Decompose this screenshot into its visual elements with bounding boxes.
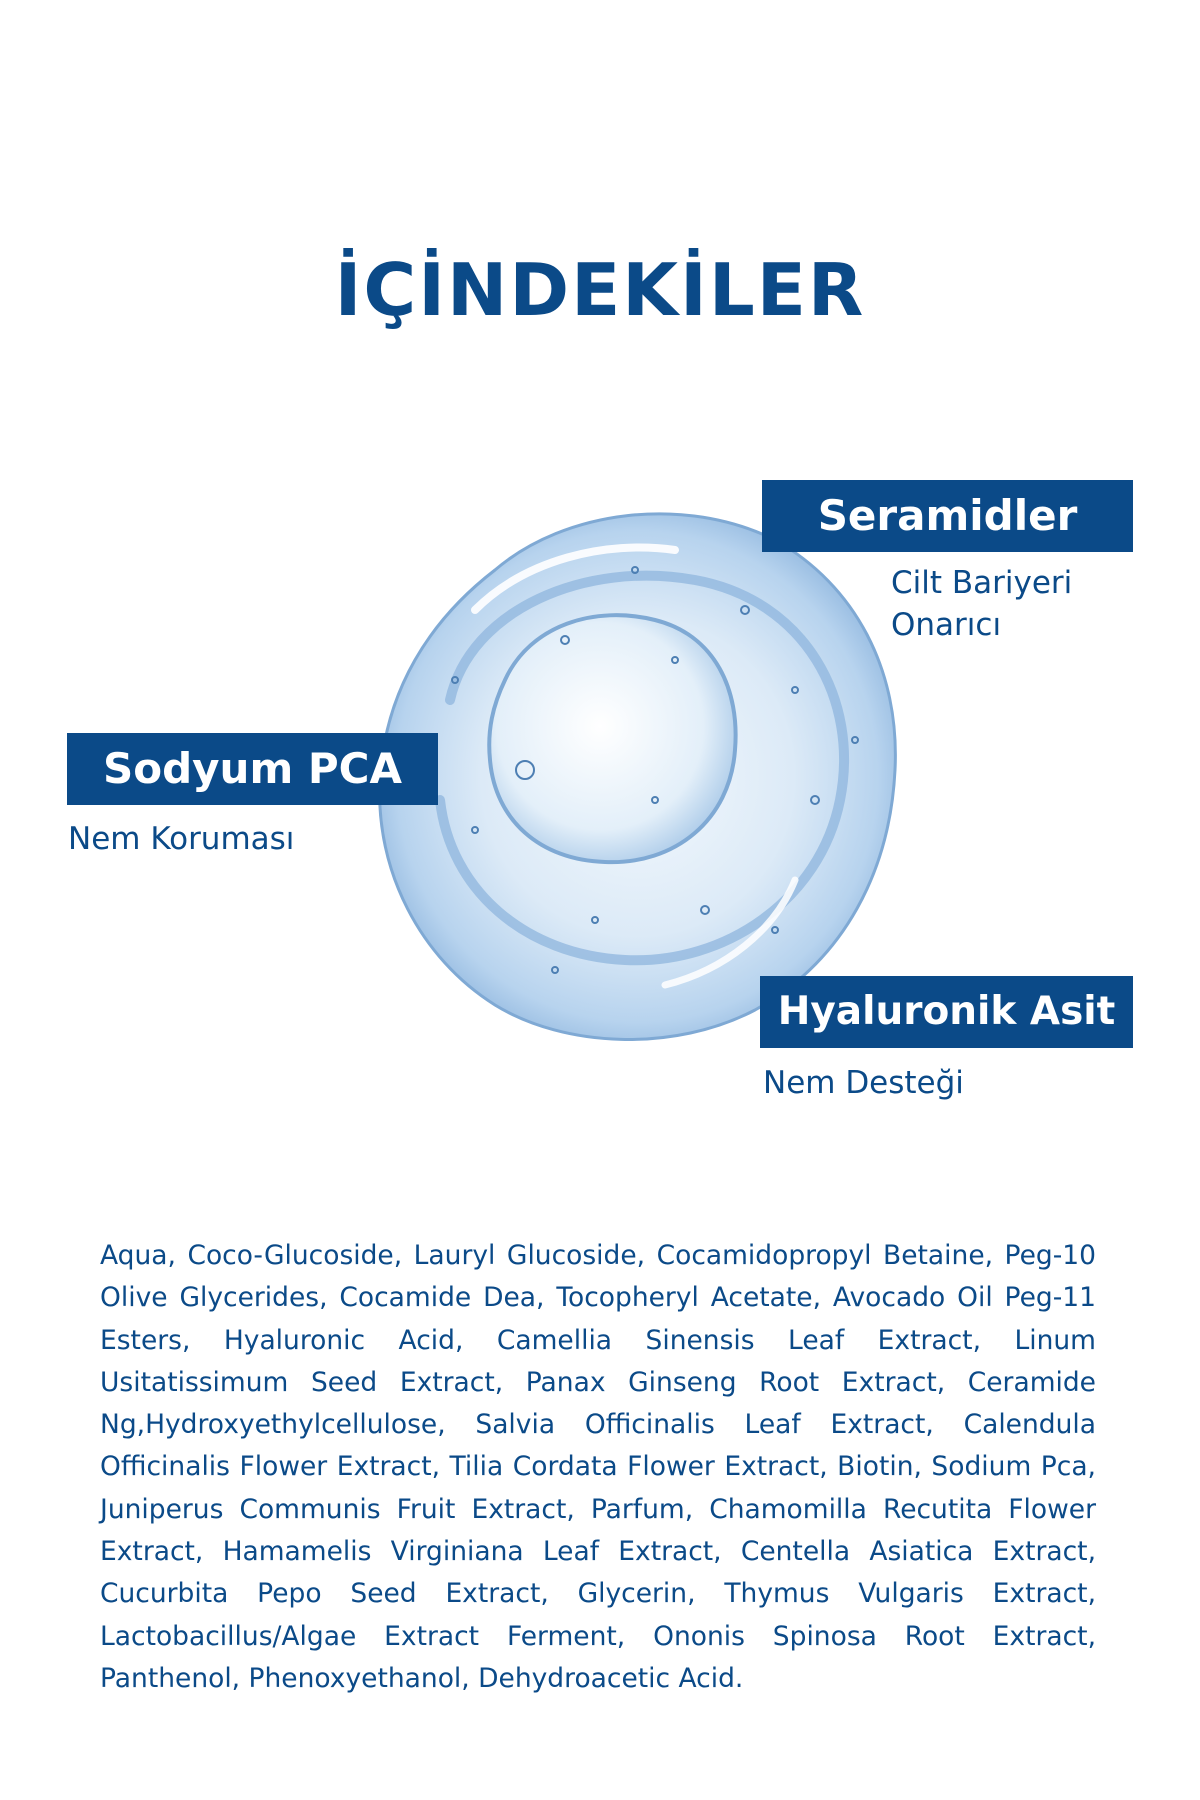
gel-inner-shape — [489, 615, 735, 862]
label-sodyum-pca-description: Nem Koruması — [68, 821, 295, 857]
label-hyaluronik-asit: Hyaluronik Asit — [760, 976, 1133, 1048]
label-seramidler-description: Cilt Bariyeri Onarıcı — [891, 565, 1073, 643]
ingredients-list: Aqua, Coco-Glucoside, Lauryl Glucoside, Cocamidopropyl Betaine, Peg-10 Olive Glycerides, Cocamide Dea, Tocopheryl Acetate, Avocado Oil Peg-11 Esters, Hyaluronic Acid, Camellia Sinensis Leaf Extract, Linum Usitatissimum Seed Extract, Panax Ginseng Root Extract, Ceramide Ng,Hydroxyethylcellulose, Salvia Officinalis Leaf Extract, Calendula Officinalis Flower Extract, Tilia Cordata Flower Extract, Biotin, Sodium Pca, Juniperus Communis Fruit Extract, Parfum, Chamomilla Recutita Flower Extract, Hamamelis Virginiana Leaf Extract, Centella Asiatica Extract, Cucurbita Pepo Seed Extract, Glycerin, Thymus Vulgaris Extract, Lactobacillus/Algae Extract Ferment, Ononis Spinosa Root Extract, Panthenol, Phenoxyethanol, Dehydroacetic Acid. — [100, 1240, 1096, 1694]
label-seramidler: Seramidler — [762, 480, 1133, 552]
page-title: İÇİNDEKİLER — [334, 248, 866, 332]
label-sodyum-pca: Sodyum PCA — [67, 733, 438, 805]
label-hyaluronik-asit-description: Nem Desteği — [763, 1065, 964, 1101]
